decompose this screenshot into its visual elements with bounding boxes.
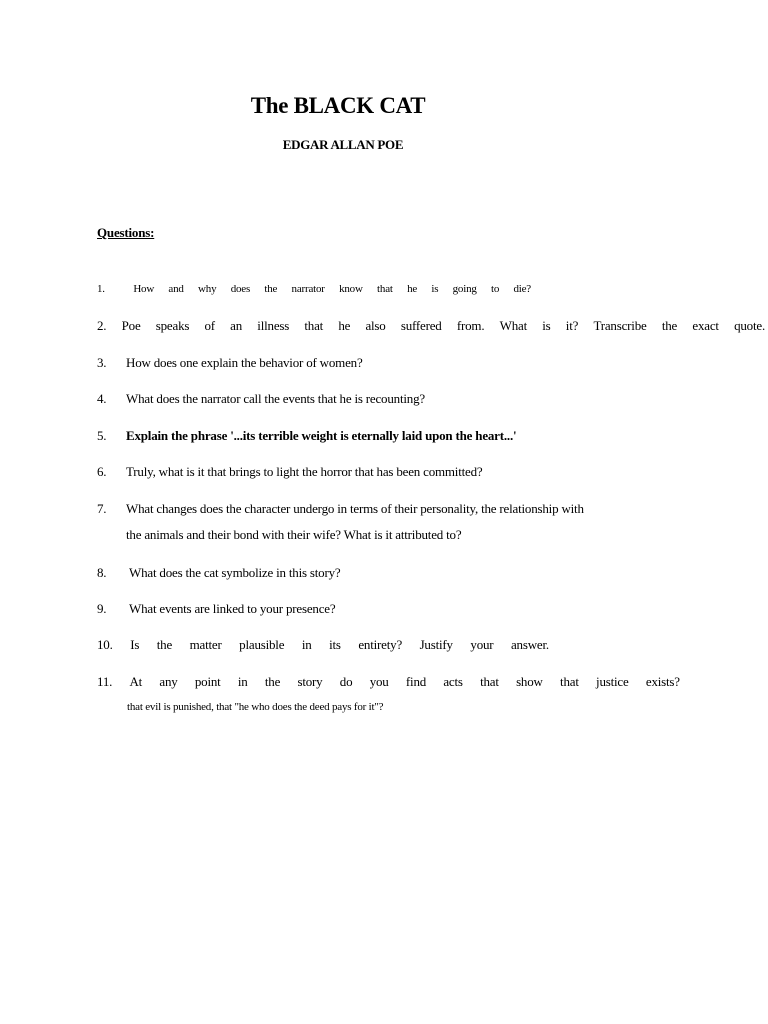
question-word: point	[194, 674, 221, 689]
question-word: know	[339, 283, 363, 295]
question-number: 5.	[97, 428, 107, 443]
question-3	[97, 355, 363, 371]
question-word: that	[377, 283, 393, 295]
question-text: Truly, what is it that brings to light the horror that has been committed?	[126, 464, 483, 479]
question-word: suffered	[400, 318, 442, 333]
question-word: How	[133, 283, 155, 295]
question-number: 6.	[97, 464, 107, 479]
question-word: find	[405, 674, 427, 689]
question-9	[97, 601, 335, 617]
question-text: What changes does the character undergo in terms of their personality, the relationship with	[126, 501, 584, 516]
question-word: and	[168, 283, 184, 295]
question-word: show	[516, 674, 543, 689]
question-2	[97, 318, 765, 334]
question-word: entirety?	[358, 637, 403, 652]
question-number: 11.	[97, 674, 113, 689]
question-word: in	[237, 674, 248, 689]
question-number: 1.	[97, 283, 105, 295]
question-word: the	[661, 318, 678, 333]
question-word: that	[560, 674, 579, 689]
question-word: Is	[130, 637, 140, 652]
question-word: narrator	[291, 283, 325, 295]
question-11-continuation: that evil is punished, that "he who does the deed pays for it"?	[127, 701, 384, 713]
question-number: 8.	[97, 565, 107, 580]
question-word: from.	[456, 318, 485, 333]
question-word: answer.	[510, 637, 549, 652]
question-text: What does the cat symbolize in this story?	[129, 565, 341, 580]
question-5	[97, 428, 516, 444]
question-text: What does the narrator call the events that he is recounting?	[126, 391, 425, 406]
question-word: the	[264, 674, 281, 689]
document-author: EDGAR ALLAN POE	[282, 137, 404, 152]
question-word: do	[339, 674, 353, 689]
question-7-continuation: the animals and their bond with their wife? What is it attributed to?	[126, 527, 462, 542]
question-word: is	[431, 283, 439, 295]
question-word: also	[365, 318, 386, 333]
question-word: the	[264, 283, 278, 295]
question-word: any	[159, 674, 178, 689]
question-word: What	[499, 318, 528, 333]
question-number: 9.	[97, 601, 107, 616]
question-word: speaks	[155, 318, 190, 333]
question-word: why	[198, 283, 217, 295]
question-word: that	[304, 318, 324, 333]
question-10	[97, 637, 549, 653]
question-word: he	[338, 318, 351, 333]
question-word: he	[407, 283, 418, 295]
question-word: quote.	[734, 318, 765, 333]
question-text: How does one explain the behavior of women?	[126, 355, 363, 370]
question-text: Explain the phrase '...its terrible weight is eternally laid upon the heart...'	[126, 428, 517, 443]
question-word: going	[452, 283, 477, 295]
question-number: 4.	[97, 391, 107, 406]
question-text: What events are linked to your presence?	[129, 601, 336, 616]
question-word: exact	[692, 318, 719, 333]
question-word: plausible	[239, 637, 285, 652]
question-11	[97, 674, 680, 690]
question-word: you	[369, 674, 389, 689]
question-word: exists?	[645, 674, 680, 689]
question-4	[97, 391, 425, 407]
question-word: matter	[189, 637, 222, 652]
question-word: of	[204, 318, 215, 333]
question-7	[97, 501, 584, 517]
question-word: to	[490, 283, 500, 295]
question-word: acts	[443, 674, 463, 689]
question-8	[97, 565, 340, 581]
question-number: 10.	[97, 637, 113, 652]
question-word: in	[301, 637, 312, 652]
question-word: does	[230, 283, 251, 295]
question-number: 3.	[97, 355, 107, 370]
question-number: 7.	[97, 501, 107, 516]
question-word: Justify	[419, 637, 453, 652]
question-word: Transcribe	[593, 318, 647, 333]
question-number: 2.	[97, 318, 107, 333]
question-word: is	[542, 318, 551, 333]
question-1	[97, 281, 531, 297]
question-word: your	[470, 637, 494, 652]
question-word: illness	[257, 318, 290, 333]
question-word: die?	[513, 283, 531, 295]
question-6	[97, 464, 483, 480]
question-word: story	[297, 674, 323, 689]
document-title: The BLACK CAT	[250, 93, 426, 118]
question-word: it?	[565, 318, 579, 333]
question-word: At	[129, 674, 143, 689]
question-word: its	[329, 637, 341, 652]
question-word: that	[480, 674, 499, 689]
question-word: justice	[596, 674, 629, 689]
question-word: an	[230, 318, 243, 333]
question-word: Poe	[121, 318, 141, 333]
question-word: the	[156, 637, 173, 652]
questions-heading: Questions:	[97, 225, 155, 240]
